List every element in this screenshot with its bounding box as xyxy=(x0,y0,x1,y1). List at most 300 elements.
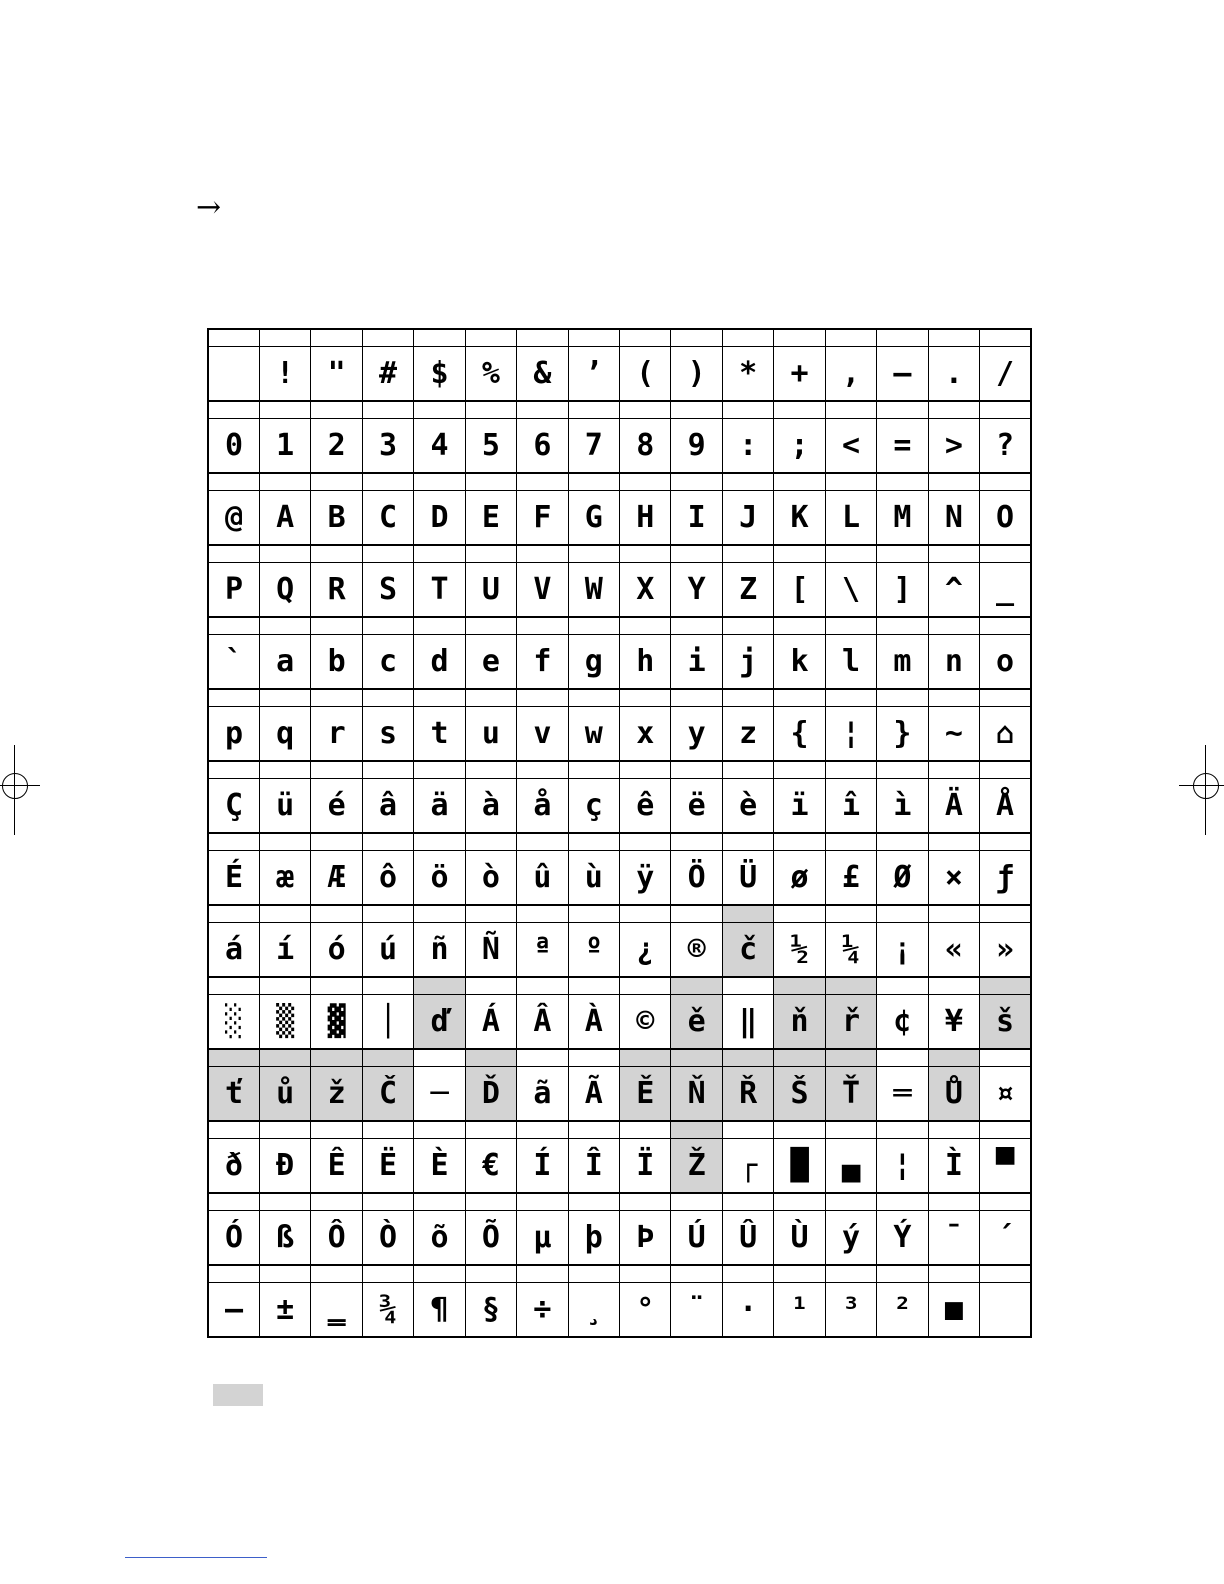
code-cell xyxy=(568,833,619,851)
code-cell xyxy=(259,545,310,563)
glyph-cell: ‖ xyxy=(722,995,773,1050)
glyph-cell: ´ xyxy=(980,1211,1031,1266)
code-cell xyxy=(825,617,876,635)
glyph-cell: ¾ xyxy=(362,1283,413,1338)
code-cell xyxy=(465,1049,516,1067)
code-cell xyxy=(414,473,465,491)
code-cell xyxy=(208,1049,259,1067)
code-cell xyxy=(311,833,362,851)
highlight-legend-swatch xyxy=(213,1384,263,1406)
code-cell xyxy=(208,761,259,779)
glyph-cell: 3 xyxy=(362,419,413,474)
code-cell xyxy=(877,1049,928,1067)
glyph-cell: £ xyxy=(825,851,876,906)
glyph-cell: Ř xyxy=(722,1067,773,1122)
code-cell xyxy=(722,761,773,779)
code-cell xyxy=(620,1193,671,1211)
glyph-cell: ] xyxy=(877,563,928,618)
glyph-cell: ’ xyxy=(568,347,619,402)
glyph-cell: Û xyxy=(722,1211,773,1266)
code-cell xyxy=(208,473,259,491)
glyph-cell: P xyxy=(208,563,259,618)
code-cell xyxy=(722,545,773,563)
code-cell xyxy=(465,617,516,635)
glyph-row xyxy=(208,1139,1031,1194)
code-cell xyxy=(517,1265,568,1283)
glyph-cell: · xyxy=(722,1283,773,1338)
code-cell xyxy=(774,1121,825,1139)
code-cell xyxy=(671,977,722,995)
code-cell xyxy=(671,905,722,923)
glyph-cell: , xyxy=(825,347,876,402)
glyph-cell: G xyxy=(568,491,619,546)
code-cell xyxy=(774,689,825,707)
code-cell xyxy=(722,1265,773,1283)
code-cell xyxy=(980,473,1031,491)
code-cell xyxy=(825,1265,876,1283)
glyph-row xyxy=(208,347,1031,402)
code-cell xyxy=(877,1265,928,1283)
code-cell xyxy=(620,977,671,995)
glyph-cell: : xyxy=(722,419,773,474)
glyph-cell: µ xyxy=(517,1211,568,1266)
code-cell xyxy=(311,1265,362,1283)
code-cell xyxy=(877,329,928,347)
code-cell xyxy=(259,617,310,635)
code-cell xyxy=(568,1049,619,1067)
glyph-cell: Ì xyxy=(928,1139,979,1194)
code-cell xyxy=(414,617,465,635)
glyph-cell: Ž xyxy=(671,1139,722,1194)
glyph-cell: ® xyxy=(671,923,722,978)
glyph-cell: ° xyxy=(620,1283,671,1338)
glyph-cell: f xyxy=(517,635,568,690)
glyph-cell: ½ xyxy=(774,923,825,978)
code-cell xyxy=(362,401,413,419)
code-cell xyxy=(311,905,362,923)
code-cell xyxy=(465,1121,516,1139)
code-cell xyxy=(311,617,362,635)
glyph-cell: ý xyxy=(825,1211,876,1266)
glyph-cell: ç xyxy=(568,779,619,834)
code-cell xyxy=(928,689,979,707)
glyph-cell: n xyxy=(928,635,979,690)
glyph-cell: H xyxy=(620,491,671,546)
glyph-cell: Ö xyxy=(671,851,722,906)
glyph-cell: Ð xyxy=(259,1139,310,1194)
glyph-cell: € xyxy=(465,1139,516,1194)
code-cell xyxy=(259,761,310,779)
code-cell xyxy=(671,1265,722,1283)
glyph-cell: ¯ xyxy=(928,1211,979,1266)
glyph-cell: q xyxy=(259,707,310,762)
code-cell xyxy=(980,329,1031,347)
code-cell xyxy=(877,617,928,635)
code-cell xyxy=(877,1193,928,1211)
glyph-cell: ÿ xyxy=(620,851,671,906)
code-cell xyxy=(362,977,413,995)
code-cell xyxy=(465,905,516,923)
glyph-cell: $ xyxy=(414,347,465,402)
glyph-cell: = xyxy=(877,419,928,474)
glyph-cell: ř xyxy=(825,995,876,1050)
glyph-cell: Š xyxy=(774,1067,825,1122)
glyph-cell: Ù xyxy=(774,1211,825,1266)
code-cell xyxy=(208,401,259,419)
glyph-cell: + xyxy=(774,347,825,402)
code-cell xyxy=(980,545,1031,563)
code-cell xyxy=(928,1121,979,1139)
code-cell xyxy=(825,473,876,491)
code-cell xyxy=(980,1121,1031,1139)
glyph-cell: 2 xyxy=(311,419,362,474)
glyph-cell: ů xyxy=(259,1067,310,1122)
code-cell xyxy=(877,977,928,995)
code-cell xyxy=(517,761,568,779)
code-cell xyxy=(568,689,619,707)
code-cell xyxy=(620,689,671,707)
code-cell xyxy=(620,905,671,923)
code-cell xyxy=(825,1121,876,1139)
glyph-cell: W xyxy=(568,563,619,618)
glyph-cell: X xyxy=(620,563,671,618)
glyph-cell: ì xyxy=(877,779,928,834)
code-cell xyxy=(774,401,825,419)
code-cell xyxy=(465,329,516,347)
glyph-cell: ■ xyxy=(928,1283,979,1338)
code-row xyxy=(208,905,1031,923)
code-cell xyxy=(928,977,979,995)
glyph-cell: ¤ xyxy=(980,1067,1031,1122)
glyph-cell: { xyxy=(774,707,825,762)
glyph-cell: à xyxy=(465,779,516,834)
code-cell xyxy=(620,833,671,851)
glyph-cell: 8 xyxy=(620,419,671,474)
code-cell xyxy=(774,545,825,563)
code-cell xyxy=(671,617,722,635)
code-cell xyxy=(414,1049,465,1067)
code-cell xyxy=(259,1193,310,1211)
code-cell xyxy=(259,1121,310,1139)
glyph-cell: Î xyxy=(568,1139,619,1194)
code-cell xyxy=(928,473,979,491)
code-cell xyxy=(259,833,310,851)
glyph-cell: § xyxy=(465,1283,516,1338)
code-row xyxy=(208,617,1031,635)
glyph-cell: L xyxy=(825,491,876,546)
glyph-row xyxy=(208,419,1031,474)
code-cell xyxy=(517,833,568,851)
code-cell xyxy=(362,545,413,563)
code-cell xyxy=(517,329,568,347)
code-cell xyxy=(877,833,928,851)
code-cell xyxy=(311,473,362,491)
glyph-cell: ┌ xyxy=(722,1139,773,1194)
code-cell xyxy=(928,1049,979,1067)
code-cell xyxy=(825,1049,876,1067)
glyph-cell: Ñ xyxy=(465,923,516,978)
glyph-cell: Ä xyxy=(928,779,979,834)
code-cell xyxy=(671,833,722,851)
glyph-cell: ň xyxy=(774,995,825,1050)
code-cell xyxy=(928,761,979,779)
code-cell xyxy=(362,1265,413,1283)
glyph-cell: ( xyxy=(620,347,671,402)
code-cell xyxy=(311,1049,362,1067)
code-cell xyxy=(465,1265,516,1283)
glyph-cell: ď xyxy=(414,995,465,1050)
glyph-cell: Ó xyxy=(208,1211,259,1266)
code-cell xyxy=(620,329,671,347)
glyph-cell: ¡ xyxy=(877,923,928,978)
code-cell xyxy=(877,545,928,563)
code-cell xyxy=(722,833,773,851)
glyph-cell: o xyxy=(980,635,1031,690)
code-cell xyxy=(517,977,568,995)
code-cell xyxy=(722,1121,773,1139)
glyph-cell: ³ xyxy=(825,1283,876,1338)
code-cell xyxy=(980,905,1031,923)
glyph-cell: A xyxy=(259,491,310,546)
code-cell xyxy=(311,401,362,419)
glyph-row xyxy=(208,851,1031,906)
code-cell xyxy=(980,617,1031,635)
glyph-cell: ä xyxy=(414,779,465,834)
glyph-cell: ê xyxy=(620,779,671,834)
code-cell xyxy=(671,761,722,779)
code-cell xyxy=(517,401,568,419)
code-cell xyxy=(928,329,979,347)
glyph-cell: K xyxy=(774,491,825,546)
glyph-cell: ² xyxy=(877,1283,928,1338)
glyph-cell: & xyxy=(517,347,568,402)
glyph-cell: Ý xyxy=(877,1211,928,1266)
code-cell xyxy=(517,473,568,491)
code-cell xyxy=(825,761,876,779)
footer-rule xyxy=(125,1557,267,1558)
glyph-cell: ▒ xyxy=(259,995,310,1050)
code-cell xyxy=(517,1121,568,1139)
code-cell xyxy=(362,329,413,347)
code-cell xyxy=(414,1265,465,1283)
glyph-cell: 9 xyxy=(671,419,722,474)
glyph-cell: V xyxy=(517,563,568,618)
glyph-cell: © xyxy=(620,995,671,1050)
glyph-cell: á xyxy=(208,923,259,978)
code-row xyxy=(208,833,1031,851)
code-cell xyxy=(620,545,671,563)
code-cell xyxy=(825,329,876,347)
glyph-cell: õ xyxy=(414,1211,465,1266)
glyph-cell: m xyxy=(877,635,928,690)
glyph-cell: ` xyxy=(208,635,259,690)
code-cell xyxy=(980,401,1031,419)
code-cell xyxy=(259,329,310,347)
glyph-cell: Ç xyxy=(208,779,259,834)
glyph-cell: \ xyxy=(825,563,876,618)
code-cell xyxy=(208,689,259,707)
glyph-row xyxy=(208,1283,1031,1338)
glyph-cell: č xyxy=(722,923,773,978)
code-cell xyxy=(568,1121,619,1139)
glyph-cell: º xyxy=(568,923,619,978)
glyph-cell: a xyxy=(259,635,310,690)
code-cell xyxy=(774,473,825,491)
glyph-cell: 5 xyxy=(465,419,516,474)
code-cell xyxy=(259,1265,310,1283)
glyph-cell: È xyxy=(414,1139,465,1194)
glyph-cell: ó xyxy=(311,923,362,978)
glyph-cell: [ xyxy=(774,563,825,618)
code-cell xyxy=(311,329,362,347)
glyph-cell: ¢ xyxy=(877,995,928,1050)
code-cell xyxy=(208,545,259,563)
code-cell xyxy=(671,1049,722,1067)
glyph-cell: w xyxy=(568,707,619,762)
glyph-cell: S xyxy=(362,563,413,618)
glyph-cell: š xyxy=(980,995,1031,1050)
glyph-cell: < xyxy=(825,419,876,474)
code-cell xyxy=(414,401,465,419)
code-cell xyxy=(928,1193,979,1211)
code-cell xyxy=(362,1049,413,1067)
code-cell xyxy=(311,689,362,707)
glyph-cell: ť xyxy=(208,1067,259,1122)
code-cell xyxy=(568,329,619,347)
code-cell xyxy=(980,1049,1031,1067)
code-cell xyxy=(311,761,362,779)
code-cell xyxy=(671,689,722,707)
code-cell xyxy=(774,905,825,923)
code-cell xyxy=(877,761,928,779)
glyph-cell: É xyxy=(208,851,259,906)
code-cell xyxy=(259,977,310,995)
arrow-icon: → xyxy=(196,190,222,225)
glyph-cell: ò xyxy=(465,851,516,906)
code-cell xyxy=(671,1121,722,1139)
glyph-cell: i xyxy=(671,635,722,690)
code-cell xyxy=(414,977,465,995)
code-cell xyxy=(465,401,516,419)
code-cell xyxy=(980,1193,1031,1211)
code-cell xyxy=(671,401,722,419)
glyph-cell: x xyxy=(620,707,671,762)
code-cell xyxy=(414,329,465,347)
glyph-row xyxy=(208,1211,1031,1266)
glyph-cell: ü xyxy=(259,779,310,834)
glyph-row xyxy=(208,563,1031,618)
code-cell xyxy=(825,833,876,851)
glyph-cell: Ď xyxy=(465,1067,516,1122)
code-cell xyxy=(877,689,928,707)
code-row xyxy=(208,761,1031,779)
glyph-cell: « xyxy=(928,923,979,978)
glyph-cell: Ê xyxy=(311,1139,362,1194)
glyph-cell: Æ xyxy=(311,851,362,906)
code-cell xyxy=(928,833,979,851)
glyph-cell: h xyxy=(620,635,671,690)
glyph-cell: Ě xyxy=(620,1067,671,1122)
code-cell xyxy=(362,689,413,707)
glyph-cell: Ã xyxy=(568,1067,619,1122)
glyph-cell: 7 xyxy=(568,419,619,474)
glyph-cell: M xyxy=(877,491,928,546)
glyph-cell: B xyxy=(311,491,362,546)
code-row xyxy=(208,1121,1031,1139)
code-cell xyxy=(311,977,362,995)
glyph-cell: Č xyxy=(362,1067,413,1122)
glyph-cell: ñ xyxy=(414,923,465,978)
glyph-cell: 1 xyxy=(259,419,310,474)
code-cell xyxy=(568,905,619,923)
code-row xyxy=(208,1265,1031,1283)
code-row xyxy=(208,977,1031,995)
code-cell xyxy=(774,1049,825,1067)
glyph-cell: ░ xyxy=(208,995,259,1050)
glyph-cell: z xyxy=(722,707,773,762)
glyph-cell: ¦ xyxy=(825,707,876,762)
glyph-cell: * xyxy=(722,347,773,402)
code-cell xyxy=(877,1121,928,1139)
glyph-cell: l xyxy=(825,635,876,690)
glyph-cell: % xyxy=(465,347,516,402)
code-cell xyxy=(620,761,671,779)
code-row xyxy=(208,1193,1031,1211)
glyph-cell: j xyxy=(722,635,773,690)
code-cell xyxy=(928,545,979,563)
glyph-cell: ã xyxy=(517,1067,568,1122)
glyph-cell: ─ xyxy=(414,1067,465,1122)
glyph-cell: ï xyxy=(774,779,825,834)
glyph-cell: N xyxy=(928,491,979,546)
glyph-cell: ~ xyxy=(928,707,979,762)
code-cell xyxy=(465,473,516,491)
glyph-cell: – xyxy=(877,347,928,402)
glyph-cell: ¶ xyxy=(414,1283,465,1338)
code-cell xyxy=(877,905,928,923)
glyph-cell: è xyxy=(722,779,773,834)
code-cell xyxy=(774,329,825,347)
code-cell xyxy=(465,977,516,995)
glyph-cell: " xyxy=(311,347,362,402)
code-cell xyxy=(517,1193,568,1211)
code-cell xyxy=(362,905,413,923)
glyph-cell: v xyxy=(517,707,568,762)
code-cell xyxy=(980,1265,1031,1283)
code-cell xyxy=(311,1121,362,1139)
glyph-cell: þ xyxy=(568,1211,619,1266)
code-cell xyxy=(774,617,825,635)
glyph-cell: ß xyxy=(259,1211,310,1266)
glyph-cell: ě xyxy=(671,995,722,1050)
code-cell xyxy=(722,329,773,347)
glyph-cell: Å xyxy=(980,779,1031,834)
glyph-cell: } xyxy=(877,707,928,762)
registration-mark-left xyxy=(0,745,54,835)
code-row xyxy=(208,689,1031,707)
code-cell xyxy=(414,761,465,779)
code-cell xyxy=(362,833,413,851)
code-cell xyxy=(980,977,1031,995)
glyph-cell: ═ xyxy=(877,1067,928,1122)
code-cell xyxy=(517,689,568,707)
glyph-cell: ÷ xyxy=(517,1283,568,1338)
glyph-cell: ƒ xyxy=(980,851,1031,906)
code-cell xyxy=(671,473,722,491)
code-cell xyxy=(825,401,876,419)
glyph-cell: _ xyxy=(980,563,1031,618)
code-cell xyxy=(722,905,773,923)
